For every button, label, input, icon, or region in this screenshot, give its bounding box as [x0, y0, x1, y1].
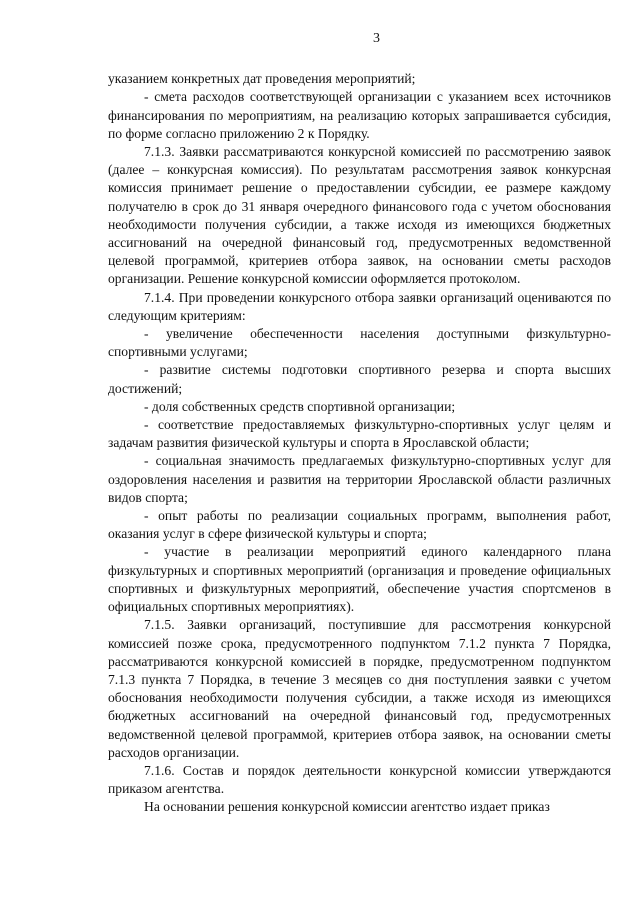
criterion-experience: - опыт работы по реализации социальных программ, выполнения работ, оказания услуг в сфере физической культуры и спорта; [108, 508, 611, 542]
paragraph-continuation: указанием конкретных дат проведения мероприятий; [108, 71, 416, 87]
criterion-reserve: - развитие системы подготовки спортивного резерва и спорта высших достижений; [108, 362, 611, 396]
paragraph-estimate: - смета расходов соответствующей организации с указанием всех источников финансирования по мероприятиям, на реализацию которых запрашивается субсидия, по форме согласно приложению 2 к Порядку. [108, 89, 611, 141]
paragraph-7-1-6: 7.1.6. Состав и порядок деятельности конкурсной комиссии утверждаются приказом агентства. [108, 762, 611, 797]
criterion-own-funds: - доля собственных средств спортивной организации; [144, 398, 456, 414]
paragraph-decision: На основании решения конкурсной комиссии агентство издает приказ [144, 799, 550, 815]
criterion-accessibility: - увеличение обеспеченности населения доступными физкультурно-спортивными услугами; [108, 326, 611, 360]
paragraph-7-1-5: 7.1.5. Заявки организаций, поступившие для рассмотрения конкурсной комиссией позже срока, предусмотренного подпунктом 7.1.2 пункта 7 Порядка, рассматриваются конкурсной комиссией в порядке, предусмотренном подпунктом 7.1.3 пункта 7 Порядка, в течение 3 месяцев со дня поступления заявки с учетом обоснования необходимости получения субсидии, а также исходя из имеющихся бюджетных ассигнований на очередной финансовый год, предусмотренных ведомственной целевой программой, критериев отбора заявок, на основании сметы расходов организации. [108, 617, 611, 760]
paragraph-7-1-3: 7.1.3. Заявки рассматриваются конкурсной комиссией по рассмотрению заявок (далее – конкурсная комиссия). По результатам рассмотрения заявок конкурсная комиссия принимает решение о предоставлении субсидии, ее размере каждому получателю в срок до 31 января очередного финансового года с учетом обоснования необходимости получения субсидии, а также исходя из имеющихся бюджетных ассигнований на очередной финансовый год, предусмотренных ведомственной целевой программой, критериев отбора заявок, на основании сметы расходов организации. Решение конкурсной комиссии оформляется протоколом. [108, 144, 611, 287]
page-number: 3 [373, 31, 380, 46]
document-page [108, 30, 611, 817]
criterion-participation: - участие в реализации мероприятий единого календарного плана физкультурных и спортивных мероприятий (организация и проведение официальных спортивных и физкультурных мероприятий, обеспечение участия спортсменов в официальных спортивных мероприятиях). [108, 544, 611, 615]
paragraph-7-1-4: 7.1.4. При проведении конкурсного отбора заявки организаций оцениваются по следующим критериям: [108, 289, 611, 323]
criterion-social-significance: - социальная значимость предлагаемых физкультурно-спортивных услуг для оздоровления населения и развития на территории Ярославской области различных видов спорта; [108, 453, 611, 505]
criterion-compliance: - соответствие предоставляемых физкультурно-спортивных услуг целям и задачам развития физической культуры и спорта в Ярославской области; [108, 417, 611, 451]
